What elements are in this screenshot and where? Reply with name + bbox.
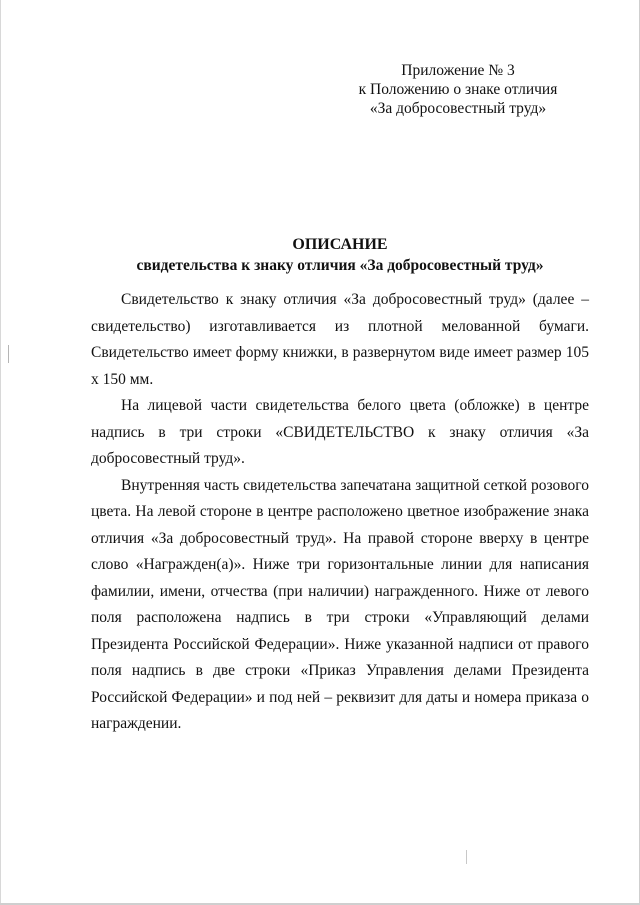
paragraph-inner-description: Внутренняя часть свидетельства запечатана защитной сеткой розового цвета. На левой стороне в центре расположено цветное изображение знака отличия «За добросовестный труд». На правой стороне вверху в центре слово «Награжден(а)». Ниже три горизонтальные линии для написания фамилии, имени, отчества (при наличии) награжденного. Ниже от левого поля расположена надпись в три строки «Управляющий делами Президента Российской Федерации». Ниже указанной надписи от правого поля надпись в две строки «Приказ Управления делами Президента Российской Федерации» и под ней – реквизит для даты и номера приказа о награждении. <box>91 476 589 732</box>
scan-edge-left <box>0 0 1 905</box>
document-body <box>91 287 589 738</box>
paragraph-cover-description: На лицевой части свидетельства белого цвета (обложке) в центре надпись в три строки «СВИДЕТЕЛЬСТВО к знаку отличия «За добросовестный труд». <box>91 397 589 467</box>
scan-artifact-mark <box>466 850 467 864</box>
appendix-line-number: Приложение № 3 <box>401 62 515 79</box>
appendix-header <box>340 61 576 118</box>
scan-artifact-mark <box>8 345 9 363</box>
document-title: ОПИСАНИЕ <box>292 236 388 253</box>
appendix-line-award-name: «За добросовестный труд» <box>369 100 547 117</box>
appendix-line-regulation: к Положению о знаке отличия <box>358 81 558 98</box>
document-subtitle: свидетельства к знаку отличия «За добросовестный труд» <box>136 257 544 274</box>
paragraph-general-description: Свидетельство к знаку отличия «За добросовестный труд» (далее – свидетельство) изготавливается из плотной мелованной бумаги. Свидетельство имеет форму книжки, в развернутом виде имеет размер 105 х 150 мм. <box>91 291 589 388</box>
